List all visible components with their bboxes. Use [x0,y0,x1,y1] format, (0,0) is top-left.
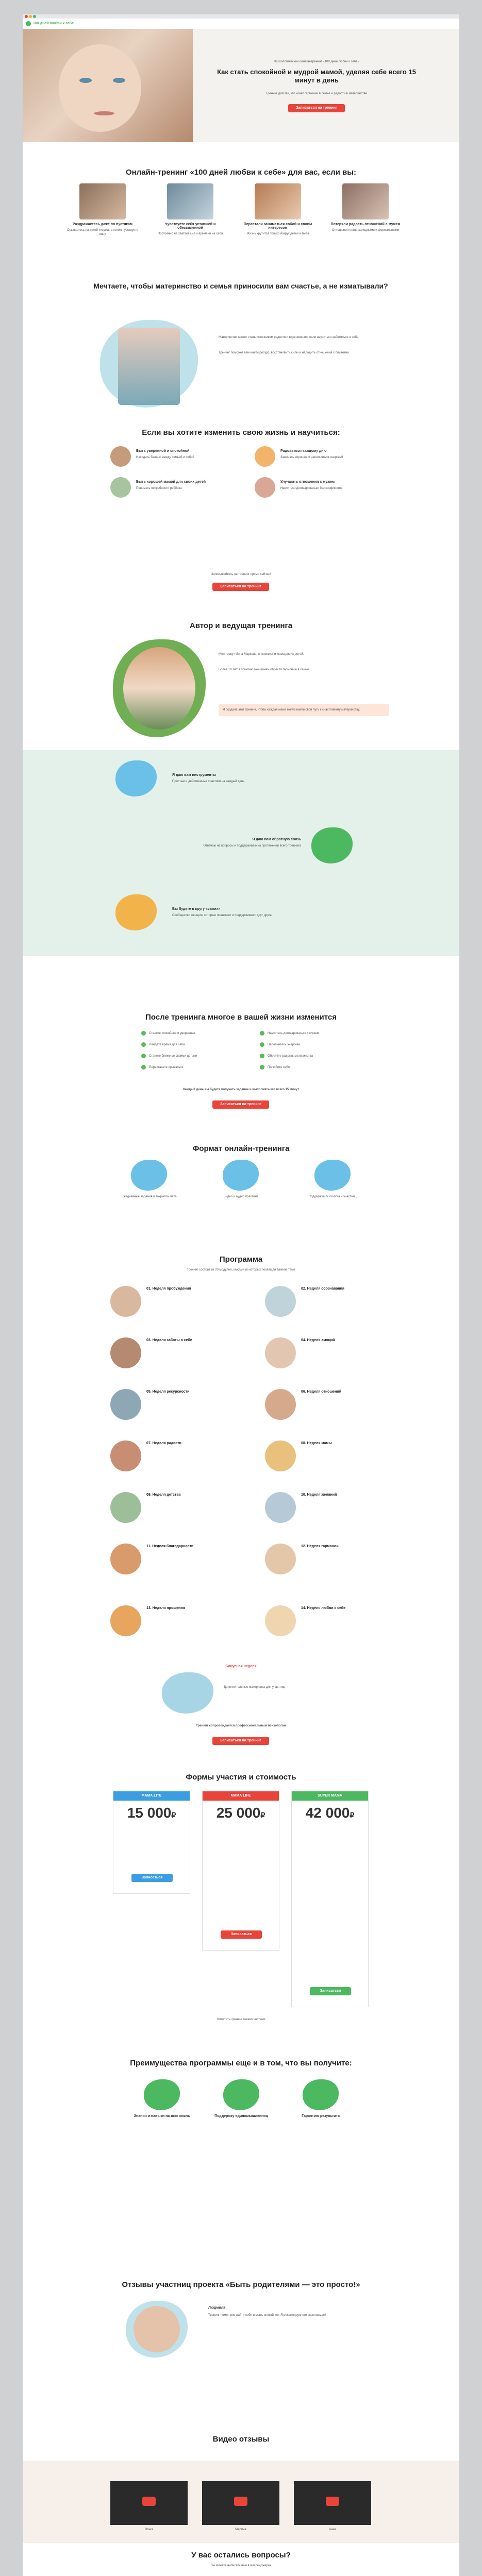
bonus-title: Бонусная неделя [225,1665,257,1668]
program-module[interactable]: 13. Неделя прощения [110,1605,280,1655]
program-module[interactable]: 07. Неделя радости [110,1440,280,1490]
learn-grid: Быть уверенной и спокойной Находить баланс между семьёй и собой Радоваться каждому дню Замечать хорошее и наполняться энергией Быть хорошей мамой для своих детей Понимать потребности ребёнка Улучшить отношения с мужем Научиться договариваться без конфликтов [23,446,459,523]
plan-life-button[interactable]: Записаться [221,1930,262,1939]
site-header [23,19,459,29]
play-icon [234,2497,247,2506]
author-p2: Более 10 лет я помогаю женщинам обрести гармонию в семье. [219,668,310,671]
changes-cta-button[interactable]: Записаться на тренинг [212,1100,269,1109]
dream-section [23,315,459,418]
program-title: Программа [219,1255,263,1264]
program-module[interactable]: 02. Неделя осознавания [265,1286,435,1335]
faq-text: Вы можете написать нам в мессенджерах [210,2564,272,2567]
support-icon [314,1160,351,1191]
bonus-text: Дополнительные материалы для участниц [224,1686,286,1689]
program-intro: Тренинг состоит из 20 модулей, каждый из которых посвящён важной теме [187,1268,295,1272]
faq-title: У вас остались вопросы? [191,2551,291,2560]
price-card-life: МАМА LIFE 25 000₽ Записаться [202,1791,279,1951]
check-icon [260,1065,264,1070]
check-icon [260,1031,264,1036]
changes-item: Станете ближе со своими детьми [141,1054,197,1058]
feature-text: Отвечаю на вопросы и поддерживаю на протяжении всего тренинга [203,844,301,848]
learn-note: Записывайтесь на тренинг прямо сейчас! [211,573,271,576]
video-player[interactable] [110,2481,188,2525]
changes-item: Обретёте радость материнства [260,1054,313,1058]
feature-text: Простые и действенные практики на каждый день [172,780,245,783]
changes-title: После тренинга многое в вашей жизни изменится [145,1013,337,1022]
learn-cta-button[interactable]: Записаться на тренинг [212,583,269,591]
program-module[interactable]: 04. Неделя эмоций [265,1337,435,1387]
format-item: Ежедневные задания в закрытом чате [110,1160,188,1199]
review-text: Тренинг помог мне найти себя и стать спокойнее. Я рекомендую его всем мамам! [208,2314,326,2317]
program-module[interactable]: 10. Неделя желаний [265,1492,435,1541]
video-player[interactable] [294,2481,371,2525]
changes-item: Перестанете срываться [141,1065,184,1070]
features-section [23,750,459,956]
logo-icon [26,21,31,26]
benefits-grid [23,2079,459,2151]
feature-title: Я даю вам обратную связь [252,838,301,841]
page-window [23,19,459,2576]
knowledge-icon [144,2079,180,2110]
dream-p1: Материнство может стать источником радости и вдохновения, если научиться заботиться о себе. [219,336,359,339]
review-name: Людмила [208,2306,226,2310]
feedback-icon [311,827,353,863]
pricing-note: Оплатить тренинг можно частями [217,2018,265,2021]
logo-text[interactable]: 100 дней любви к себе [33,22,74,25]
changes-list [23,1031,459,1093]
video-caption: Марина [235,2528,246,2531]
video-player[interactable] [202,2481,279,2525]
benefit-item: Поддержку единомышленниц [205,2079,277,2118]
author-photo [123,647,195,730]
author-section [23,637,459,740]
chat-icon [131,1160,167,1191]
bonus-blob [162,1672,213,1714]
feature-title: Вы будете в кругу «своих» [172,907,221,911]
hero-title: Как стать спокойной и мудрой мамой, уделяя себе всего 15 минут в день [217,68,416,84]
changes-note: Каждый день вы будете получать задание и выполнять его всего 15 минут [182,1088,300,1091]
format-item: Поддержка психолога и участниц [294,1160,371,1199]
program-module[interactable]: 03. Неделя заботы о себе [110,1337,280,1387]
format-grid [23,1160,459,1222]
dream-photo [118,328,180,405]
for-you-item: Перестали заниматься собой и своим интересом Жизнь крутится только вокруг детей и быта [239,183,317,236]
learn-title: Если вы хотите изменить свою жизнь и научиться: [142,428,340,437]
for-you-item: Чувствуете себя уставшей и обессиленной Постоянно не хватает сил и времени на себя [152,183,229,236]
video-caption: Анна [329,2528,336,2531]
for-you-title: Онлайн-тренинг «100 дней любви к себе» для вас, если вы: [125,168,357,177]
close-dot-icon[interactable] [25,15,28,18]
review-avatar [134,2306,180,2352]
tools-icon [115,760,157,796]
video-icon [223,1160,259,1191]
check-icon [141,1042,146,1047]
program-module[interactable]: 11. Неделя благодарности [110,1544,280,1593]
check-icon [141,1065,146,1070]
changes-item: Научитесь договариваться с мужем [260,1031,319,1036]
changes-item: Полюбите себя [260,1065,290,1070]
program-module[interactable]: 05. Неделя ресурсности [110,1389,280,1438]
circle-icon [115,894,157,930]
play-icon [142,2497,156,2506]
feature-text: Сообщество женщин, которые понимают и поддерживают друг друга [172,914,272,917]
program-module[interactable]: 01. Неделя пробуждения [110,1286,280,1335]
format-title: Формат онлайн-тренинга [192,1144,290,1153]
program-module[interactable]: 12. Неделя гармонии [265,1544,435,1593]
check-icon [260,1054,264,1058]
author-p1: Меня зовут Инна Маркова, я психолог и мама двоих детей. [219,653,304,656]
hero-cta-button[interactable]: Записаться на тренинг [288,104,345,112]
format-item: Видео и аудио практики [202,1160,279,1199]
maximize-dot-icon[interactable] [33,15,36,18]
benefit-item: Знания и навыки на всю жизнь [126,2079,198,2118]
program-module[interactable]: 14. Неделя любви к себе [265,1605,435,1655]
reviews-section [23,2296,459,2388]
video-title: Видео отзывы [212,2435,270,2444]
for-you-item: Раздражаетесь даже по пустякам Срываетесь на детей и мужа, а потом чувствуете вину [64,183,141,236]
check-icon [141,1031,146,1036]
browser-chrome [23,14,459,19]
feature-title: Я даю вам инструменты [172,773,217,777]
program-cta-button[interactable]: Записаться на тренинг [212,1737,269,1745]
hero-section [23,29,459,142]
guarantee-icon [303,2079,339,2110]
price-card-lite: МАМА LITE 15 000₽ Записаться [113,1791,190,1894]
hero-text: Тренинг для тех, кто хочет гармонии в семье и радости в материнстве [265,92,368,95]
changes-item: Станете спокойнее и увереннее [141,1031,195,1036]
program-module[interactable]: 09. Неделя детства [110,1492,280,1541]
program-module[interactable]: 06. Неделя отношений [265,1389,435,1438]
author-quote: Я создала этот тренинг, чтобы каждая мама могла найти свой путь к счастливому материнству. [219,704,389,716]
check-icon [141,1054,146,1058]
author-title: Автор и ведущая тренинга [189,621,293,630]
program-grid [23,1286,459,1657]
program-footer: Тренинг сопровождается профессиональным психологом [196,1724,286,1727]
for-you-item: Потеряли радость отношений с мужем Отношения стали холодными и формальными [327,183,404,232]
changes-item: Найдёте время для себя [141,1042,185,1047]
plan-lite-button[interactable]: Записаться [131,1874,173,1882]
minimize-dot-icon[interactable] [29,15,32,18]
benefits-title: Преимущества программы еще и в том, что вы получите: [130,2059,352,2067]
check-icon [260,1042,264,1047]
changes-item: Наполнитесь энергией [260,1042,300,1047]
reviews-title: Отзывы участниц проекта «Быть родителями — это просто!» [122,2280,360,2289]
play-icon [326,2497,339,2506]
hero-small: Психологический онлайн-тренинг «100 дней любви к себе» [274,60,359,63]
hero-photo [23,29,193,142]
dream-p2: Тренинг поможет вам найти ресурс, восстановить силы и наладить отношения с близкими. [219,351,350,354]
plan-super-button[interactable]: Записаться [310,1987,351,1995]
community-icon [223,2079,259,2110]
price-card-super: SUPER MAMA 42 000₽ Записаться [291,1791,369,2007]
video-section [23,2461,459,2543]
pricing-title: Формы участия и стоимость [186,1773,296,1782]
program-module[interactable]: 08. Неделя мамы [265,1440,435,1490]
benefit-item: Гарантию результата [285,2079,357,2118]
video-caption: Ольга [144,2528,154,2531]
dream-title: Мечтаете, чтобы материнство и семья приносили вам счастье, а не изматывали? [93,282,388,290]
for-you-grid [23,183,459,261]
